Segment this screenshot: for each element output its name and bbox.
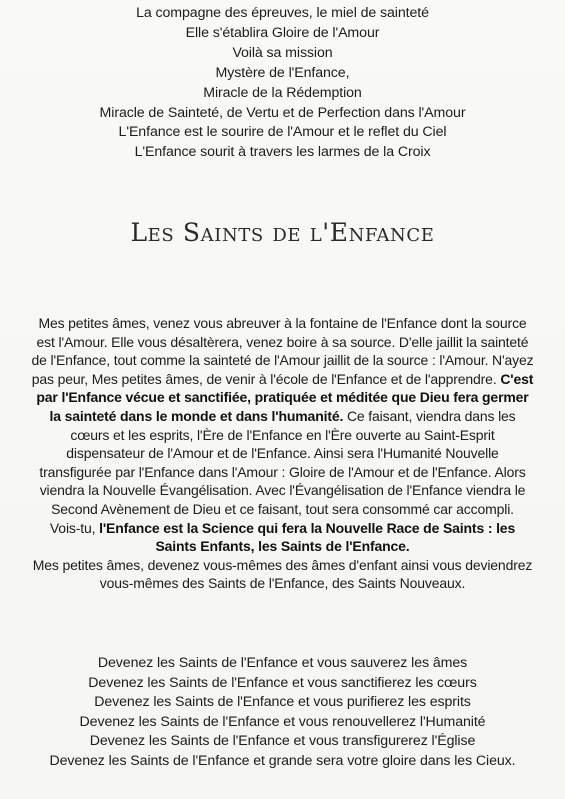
text-run: pas peur, Mes petites âmes, de venir à l'école de l'Enfance et de l'apprendre. (31, 370, 497, 387)
verse-line: Elle s'établira Gloire de l'Amour (185, 24, 380, 41)
verse-line: Devenez les Saints de l'Enfance et vous sauverez les âmes (97, 655, 468, 671)
verse-line: Devenez les Saints de l'Enfance et vous sanctifierez les cœurs (88, 674, 477, 691)
emphasis-text: la sainteté dans le monde et dans l'humanité. (49, 407, 344, 424)
paragraph-line (0, 388, 565, 407)
paragraph-line: vous-mêmes des Saints de l'Enfance, des Saints Nouveaux. (99, 575, 466, 592)
emphasis-text: Saints Enfants, les Saints de l'Enfance. (155, 538, 410, 555)
paragraph-line: Mes petites âmes, venez vous abreuver à la fontaine de l'Enfance dont la source (38, 315, 527, 331)
paragraph-line: cœurs et les esprits, l'Ère de l'Enfance en l'Ère ouverte au Saint-Esprit (70, 426, 495, 443)
verse-line: Devenez les Saints de l'Enfance et vous purifierez les esprits (94, 694, 471, 711)
paragraph-line: transfigurée par l'Enfance dans l'Amour : Gloire de l'Amour et de l'Enfance. Alors (39, 463, 526, 480)
verse-line: Devenez les Saints de l'Enfance et vous transfigurerez l'Église (89, 733, 476, 750)
opening-verse (0, 4, 565, 163)
paragraph-line: viendra la Nouvelle Évangélisation. Avec l'Évangélisation de l'Enfance viendra le (39, 482, 526, 499)
verse-line: L'Enfance est le sourire de l'Amour et le reflet du Ciel (118, 124, 447, 141)
closing-verse (0, 654, 565, 772)
paragraph-line (0, 537, 565, 556)
text-run: Ce faisant, viendra dans les (346, 407, 516, 424)
paragraph-line: Mes petites âmes, devenez vous-mêmes des âmes d'enfant ainsi vous deviendrez (32, 556, 533, 573)
verse-line: Miracle de Sainteté, de Vertu et de Perfection dans l'Amour (99, 104, 466, 121)
section-title: Les Saints de l'Enfance (130, 218, 435, 247)
paragraph-line (0, 370, 565, 389)
verse-line: L'Enfance sourit à travers les larmes de la Croix (134, 144, 431, 161)
paragraph-line: dispensateur de l'Amour et de l'Enfance. Ainsi sera l'Humanité Nouvelle (66, 445, 499, 462)
verse-line: Mystère de l'Enfance, (215, 64, 350, 81)
paragraph-line (0, 519, 565, 538)
verse-line: Devenez les Saints de l'Enfance et grande sera votre gloire dans les Cieux. (49, 752, 516, 769)
body-paragraph (0, 314, 565, 593)
paragraph-line: est l'Amour. Elle vous désaltèrera, venez boire à sa source. D'elle jaillit la sainteté (36, 333, 529, 350)
verse-line: La compagne des épreuves, le miel de sainteté (136, 5, 429, 21)
emphasis-text: par l'Enfance vécue et sanctifiée, pratiquée et méditée que Dieu fera germer (36, 389, 529, 406)
emphasis-text: l'Enfance est la Science qui fera la Nouvelle Race de Saints : les (99, 519, 516, 536)
verse-line: Voilà sa mission (232, 44, 333, 61)
emphasis-text: C'est (500, 370, 534, 387)
paragraph-line (0, 407, 565, 426)
paragraph-line: de l'Enfance, tout comme la sainteté de l'Amour jaillit de la source : l'Amour. N'ayez (31, 352, 534, 369)
verse-line: Miracle de la Rédemption (203, 84, 362, 101)
verse-line: Devenez les Saints de l'Enfance et vous renouvellerez l'Humanité (79, 713, 486, 730)
text-run: Vois-tu, (49, 519, 96, 536)
paragraph-line: Second Avènement de Dieu et ce faisant, tout sera consommé car accompli. (51, 500, 514, 517)
